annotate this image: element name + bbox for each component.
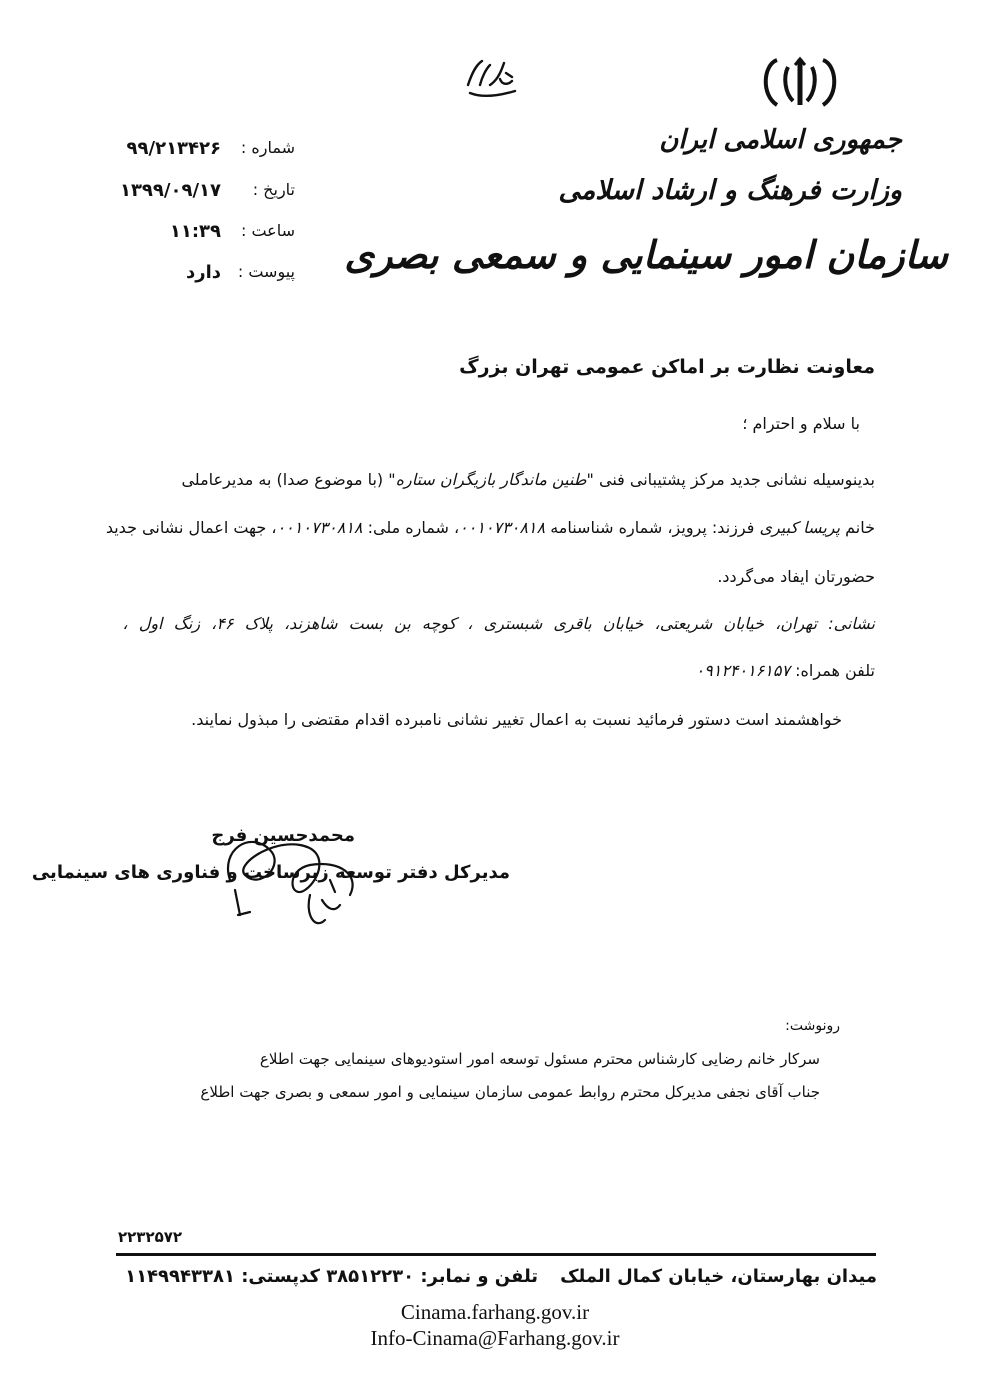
footer-divider	[116, 1253, 876, 1256]
cc-item: جناب آقای نجفی مدیرکل محترم روابط عمومی سازمان سینمایی و امور سمعی و بصری جهت اطلاع	[200, 1083, 820, 1101]
date-label: تاریخ :	[252, 180, 295, 199]
recipient: معاونت نظارت بر اماکن عمومی تهران بزرگ	[459, 356, 875, 378]
time-value: ۱۱:۳۹	[169, 221, 221, 242]
header-ministry: وزارت فرهنگ و ارشاد اسلامی	[558, 175, 902, 206]
footer-phone-postal: تلفن و نمابر: ۳۸۵۱۲۲۳۰ کدپستی: ۱۱۴۹۹۴۳۳۸۱	[125, 1266, 539, 1287]
signatory-title: مدیرکل دفتر توسعه زیرساخت و فناوری های سینمایی	[31, 862, 510, 883]
meta-number	[127, 138, 295, 159]
mobile-label: تلفن همراه:	[790, 661, 875, 680]
paragraph-3: حضورتان ایفاد می‌گردد.	[717, 567, 875, 586]
paragraph-2	[106, 518, 875, 537]
number-value: ۹۹/۲۱۳۴۲۶	[126, 138, 221, 159]
attachment-label: پیوست :	[237, 262, 295, 281]
address-line: نشانی: تهران، خیابان شریعتی، خیابان باقری شبستری ، کوچه بن بست شاهزند، پلاک ۴۶، زنگ اول ،	[122, 614, 875, 633]
footer-address: میدان بهارستان، خیابان کمال الملک	[560, 1266, 877, 1287]
person-name: پریسا کبیری	[759, 518, 841, 537]
attachment-value: دارد	[185, 262, 221, 283]
greeting: با سلام و احترام ؛	[742, 414, 860, 433]
number-label: شماره :	[240, 138, 295, 157]
emblem-icon	[755, 55, 845, 110]
date-value: ۱۳۹۹/۰۹/۱۷	[119, 180, 221, 201]
time-label: ساعت :	[240, 221, 295, 240]
p2-text-a: خانم	[840, 518, 875, 537]
cc-item: سرکار خانم رضایی کارشناس محترم مسئول توسعه امور استودیوهای سینمایی جهت اطلاع	[259, 1050, 820, 1068]
footer-email: Info-Cinama@Farhang.gov.ir	[370, 1326, 620, 1350]
mobile-number: ۰۹۱۲۴۰۱۶۱۵۷	[695, 661, 791, 680]
meta-date	[120, 180, 295, 201]
footer-website: Cinama.farhang.gov.ir	[400, 1300, 590, 1324]
p1-text-a: بدینوسیله نشانی جدید مرکز پشتیبانی فنی	[593, 470, 875, 489]
meta-attachment	[186, 262, 295, 283]
header-country: جمهوری اسلامی ایران	[659, 125, 902, 155]
document-code: ۲۲۳۲۵۷۲	[118, 1228, 183, 1246]
paragraph-1	[181, 470, 875, 489]
footer-address-line	[125, 1266, 877, 1287]
p1-text-c: (با موضوع صدا) به مدیرعاملی	[181, 470, 389, 489]
national-code: ۰۰۱۰۷۳۰۸۱۸	[276, 518, 363, 537]
closing-request: خواهشمند است دستور فرمائید نسبت به اعمال تغییر نشانی نامبرده اقدام مقتضی را مبذول نمایند.	[191, 710, 842, 729]
p2-text-g: ، جهت اعمال نشانی جدید	[105, 518, 277, 537]
p2-text-c: فرزند: پرویز، شماره شناسنامه	[545, 518, 760, 537]
cc-heading: رونوشت:	[785, 1018, 840, 1034]
p2-text-e: ، شماره ملی:	[362, 518, 460, 537]
signatory-name: محمدحسین فرج	[211, 825, 355, 846]
bismillah-calligraphy	[460, 55, 520, 105]
meta-time	[170, 221, 295, 242]
mobile-line	[696, 661, 875, 680]
id-number: ۰۰۱۰۷۳۰۸۱۸	[459, 518, 546, 537]
header-organization: سازمان امور سینمایی و سمعی بصری	[344, 232, 948, 277]
company-name: "طنین ماندگار بازیگران ستاره"	[388, 470, 594, 489]
